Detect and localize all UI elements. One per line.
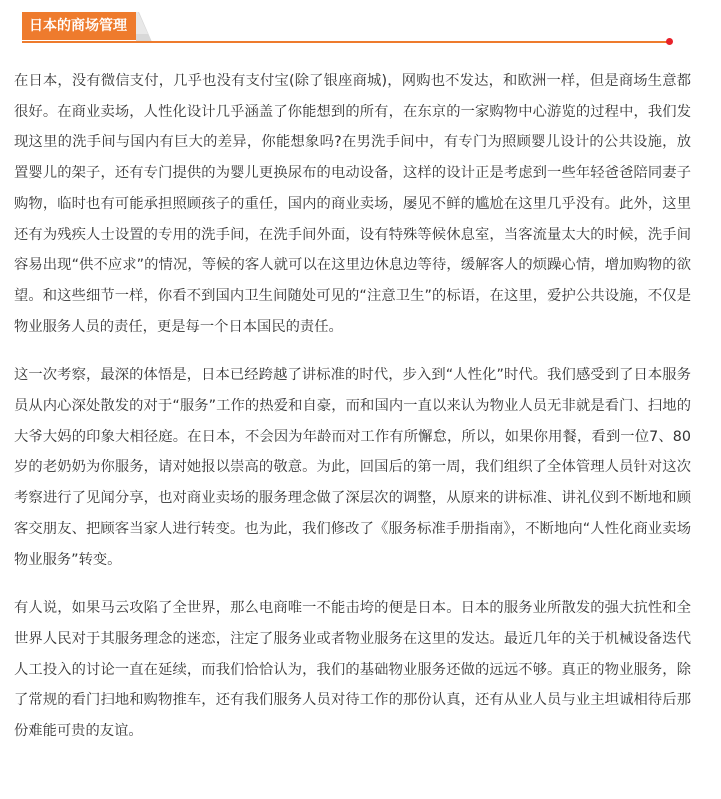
header-rule-line	[22, 41, 670, 43]
title-fold-decoration	[136, 12, 152, 42]
section-title: 日本的商场管理	[22, 12, 136, 40]
paragraph-1: 在日本，没有微信支付，几乎也没有支付宝(除了银座商城)，网购也不发达，和欧洲一样，但是商场生意都很好。在商业卖场，人性化设计几乎涵盖了你能想到的所有，在东京的一家购物中心游览的过程中，我们发现这里的洗手间与国内有巨大的差异，你能想象吗?在男洗手间中，有专门为照顾婴儿设计的公共设施，放置婴儿的架子，还有专门提供的为婴儿更换尿布的电动设备，这样的设计正是考虑到一些年轻爸爸陪同妻子购物，临时也有可能承担照顾孩子的重任，国内的商业卖场，屡见不鲜的尴尬在这里几乎没有。此外，这里还有为残疾人士设置的专用的洗手间，在洗手间外面，设有特殊等候休息室，当客流量太大的时候，洗手间容易出现“供不应求”的情况，等候的客人就可以在这里边休息边等待，缓解客人的烦躁心情，增加购物的欲望。和这些细节一样，你看不到国内卫生间随处可见的“注意卫生”的标语，在这里，爱护公共设施，不仅是物业服务人员的责任，更是每一个日本国民的责任。	[14, 73, 691, 335]
paragraph-2: 这一次考察，最深的体悟是，日本已经跨越了讲标准的时代，步入到“人性化”时代。我们感受到了日本服务员从内心深处散发的对于“服务”工作的热爱和自豪，而和国内一直以来认为物业人员无非就是看门、扫地的大爷大妈的印象大相径庭。在日本，不会因为年龄而对工作有所懈怠，所以，如果你用餐，看到一位7、80岁的老奶奶为你服务，请对她报以崇高的敬意。为此，回国后的第一周，我们组织了全体管理人员针对这次考察进行了见闻分享，也对商业卖场的服务理念做了深层次的调整，从原来的讲标准、讲礼仪到不断地和顾客交朋友、把顾客当家人进行转变。也为此，我们修改了《服务标准手册指南》，不断地向“人性化商业卖场物业服务”转变。	[14, 367, 691, 568]
header-rule-dot	[666, 38, 673, 45]
section-header	[22, 12, 674, 44]
article-body	[14, 66, 691, 765]
paragraph-3: 有人说，如果马云攻陷了全世界，那么电商唯一不能击垮的便是日本。日本的服务业所散发的强大抗性和全世界人民对于其服务理念的迷恋，注定了服务业或者物业服务在这里的发达。最近几年的关于机械设备迭代人工投入的讨论一直在延续，而我们恰恰认为，我们的基础物业服务还做的远远不够。真正的物业服务，除了常规的看门扫地和购物推车，还有我们服务人员对待工作的那份认真，还有从业人员与业主坦诚相待后那份难能可贵的友谊。	[14, 600, 691, 740]
